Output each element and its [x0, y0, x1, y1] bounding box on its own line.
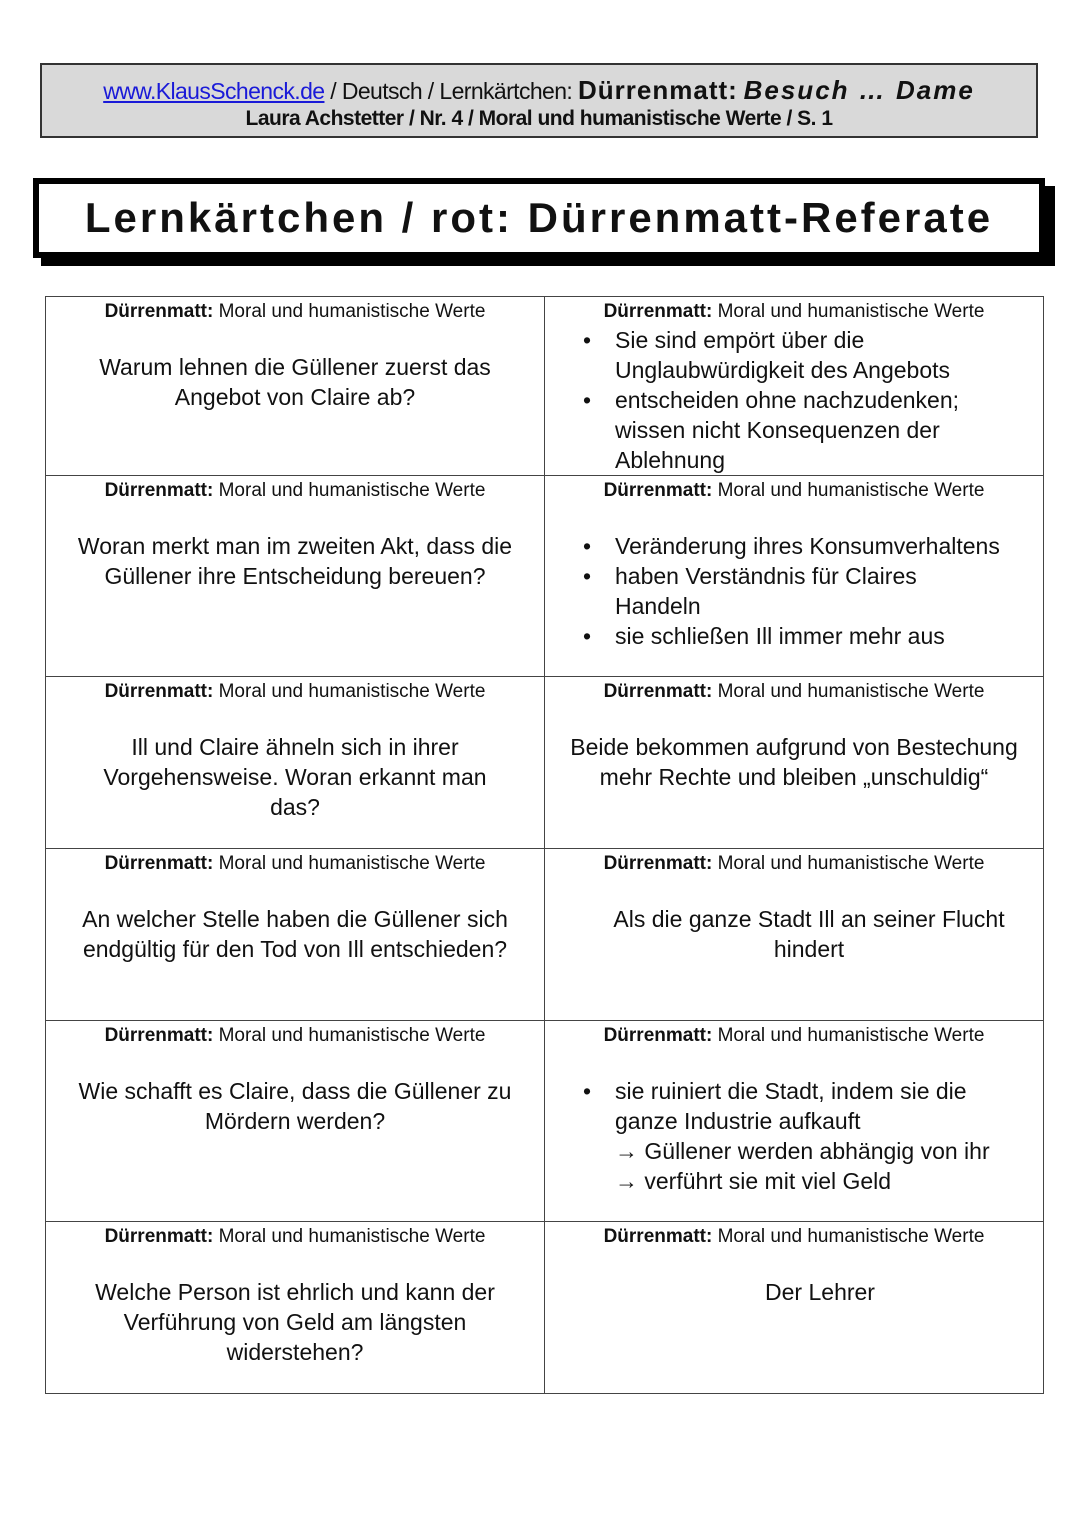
page-title: Lernkärtchen / rot: Dürrenmatt-Referate: [84, 194, 994, 241]
website-link[interactable]: www.KlausSchenck.de: [103, 78, 325, 104]
card-category: Dürrenmatt: Moral und humanistische Werte: [603, 1025, 985, 1046]
card-category: Dürrenmatt: Moral und humanistische Werte: [104, 681, 486, 702]
header-work-title: Besuch … Dame: [743, 75, 975, 105]
question-text: Woran merkt man im zweiten Akt, dass die Güllener ihre Entscheidung bereuen?: [77, 533, 513, 589]
answer-arrow-line: → verführt sie mit viel Geld: [615, 1168, 892, 1194]
header-line: [42, 75, 1036, 106]
answer-bullet: • sie ruiniert die Stadt, indem sie die ganze Industrie aufkauft: [615, 1076, 1037, 1136]
answer-bullet: • entscheiden ohne nachzudenken; wissen nicht Konsequenzen der Ablehnung: [615, 385, 1037, 475]
answer-arrow-line: → Güllener werden abhängig von ihr: [615, 1138, 990, 1164]
card-row: [46, 677, 1044, 849]
question-card: [46, 677, 545, 849]
answer-card: [545, 677, 1044, 849]
card-row: [46, 297, 1044, 476]
question-text: Ill und Claire ähneln sich in ihrer Vorgehensweise. Woran erkannt man das?: [103, 734, 487, 820]
answer-content: [545, 531, 1043, 651]
document-header: [40, 63, 1038, 138]
answer-card: [545, 849, 1044, 1021]
question-text: An welcher Stelle haben die Güllener sich endgültig für den Tod von Ill entschieden?: [82, 906, 508, 962]
header-subline: Laura Achstetter / Nr. 4 / Moral und humanistische Werte / S. 1: [245, 107, 833, 130]
question-card: [46, 297, 545, 476]
card-row: [46, 849, 1044, 1021]
question-card: [46, 1222, 545, 1394]
card-category: Dürrenmatt: Moral und humanistische Werte: [104, 1025, 486, 1046]
header-author: Dürrenmatt:: [578, 75, 738, 105]
card-category: Dürrenmatt: Moral und humanistische Werte: [603, 301, 985, 322]
answer-text: Beide bekommen aufgrund von Bestechung mehr Rechte und bleiben „unschuldig“: [570, 734, 1018, 790]
card-category: Dürrenmatt: Moral und humanistische Werte: [603, 480, 985, 501]
question-text: Welche Person ist ehrlich und kann der Verführung von Geld am längsten widerstehen?: [95, 1279, 495, 1365]
answer-card: [545, 1021, 1044, 1222]
answer-bullet: • Sie sind empört über die Unglaubwürdigkeit des Angebots: [615, 325, 1037, 385]
card-row: [46, 1021, 1044, 1222]
answer-card: [545, 1222, 1044, 1394]
question-card: [46, 1021, 545, 1222]
answer-card: [545, 297, 1044, 476]
question-text: Wie schafft es Claire, dass die Güllener zu Mördern werden?: [78, 1078, 512, 1134]
answer-text: Als die ganze Stadt Ill an seiner Flucht hindert: [613, 906, 1005, 962]
card-category: Dürrenmatt: Moral und humanistische Werte: [104, 480, 486, 501]
answer-bullet: • haben Verständnis für Claires Handeln: [615, 561, 1037, 621]
answer-text: Der Lehrer: [765, 1279, 875, 1305]
card-category: Dürrenmatt: Moral und humanistische Werte: [104, 301, 486, 322]
question-card: [46, 849, 545, 1021]
question-card: [46, 476, 545, 677]
card-category: Dürrenmatt: Moral und humanistische Werte: [104, 853, 486, 874]
card-category: Dürrenmatt: Moral und humanistische Werte: [603, 681, 985, 702]
question-text: Warum lehnen die Güllener zuerst das Angebot von Claire ab?: [99, 354, 491, 410]
card-row: [46, 476, 1044, 677]
card-category: Dürrenmatt: Moral und humanistische Werte: [603, 853, 985, 874]
card-category: Dürrenmatt: Moral und humanistische Werte: [104, 1226, 486, 1247]
title-box: [33, 178, 1045, 258]
answer-bullet: • sie schließen Ill immer mehr aus: [615, 621, 1037, 651]
header-path: / Deutsch / Lernkärtchen:: [324, 78, 579, 104]
answer-bullet: • Veränderung ihres Konsumverhaltens: [615, 531, 1037, 561]
answer-card: [545, 476, 1044, 677]
card-category: Dürrenmatt: Moral und humanistische Werte: [603, 1226, 985, 1247]
answer-content: [545, 1076, 1043, 1196]
flashcard-table: [45, 296, 1044, 1394]
card-row: [46, 1222, 1044, 1394]
answer-content: [545, 325, 1043, 475]
